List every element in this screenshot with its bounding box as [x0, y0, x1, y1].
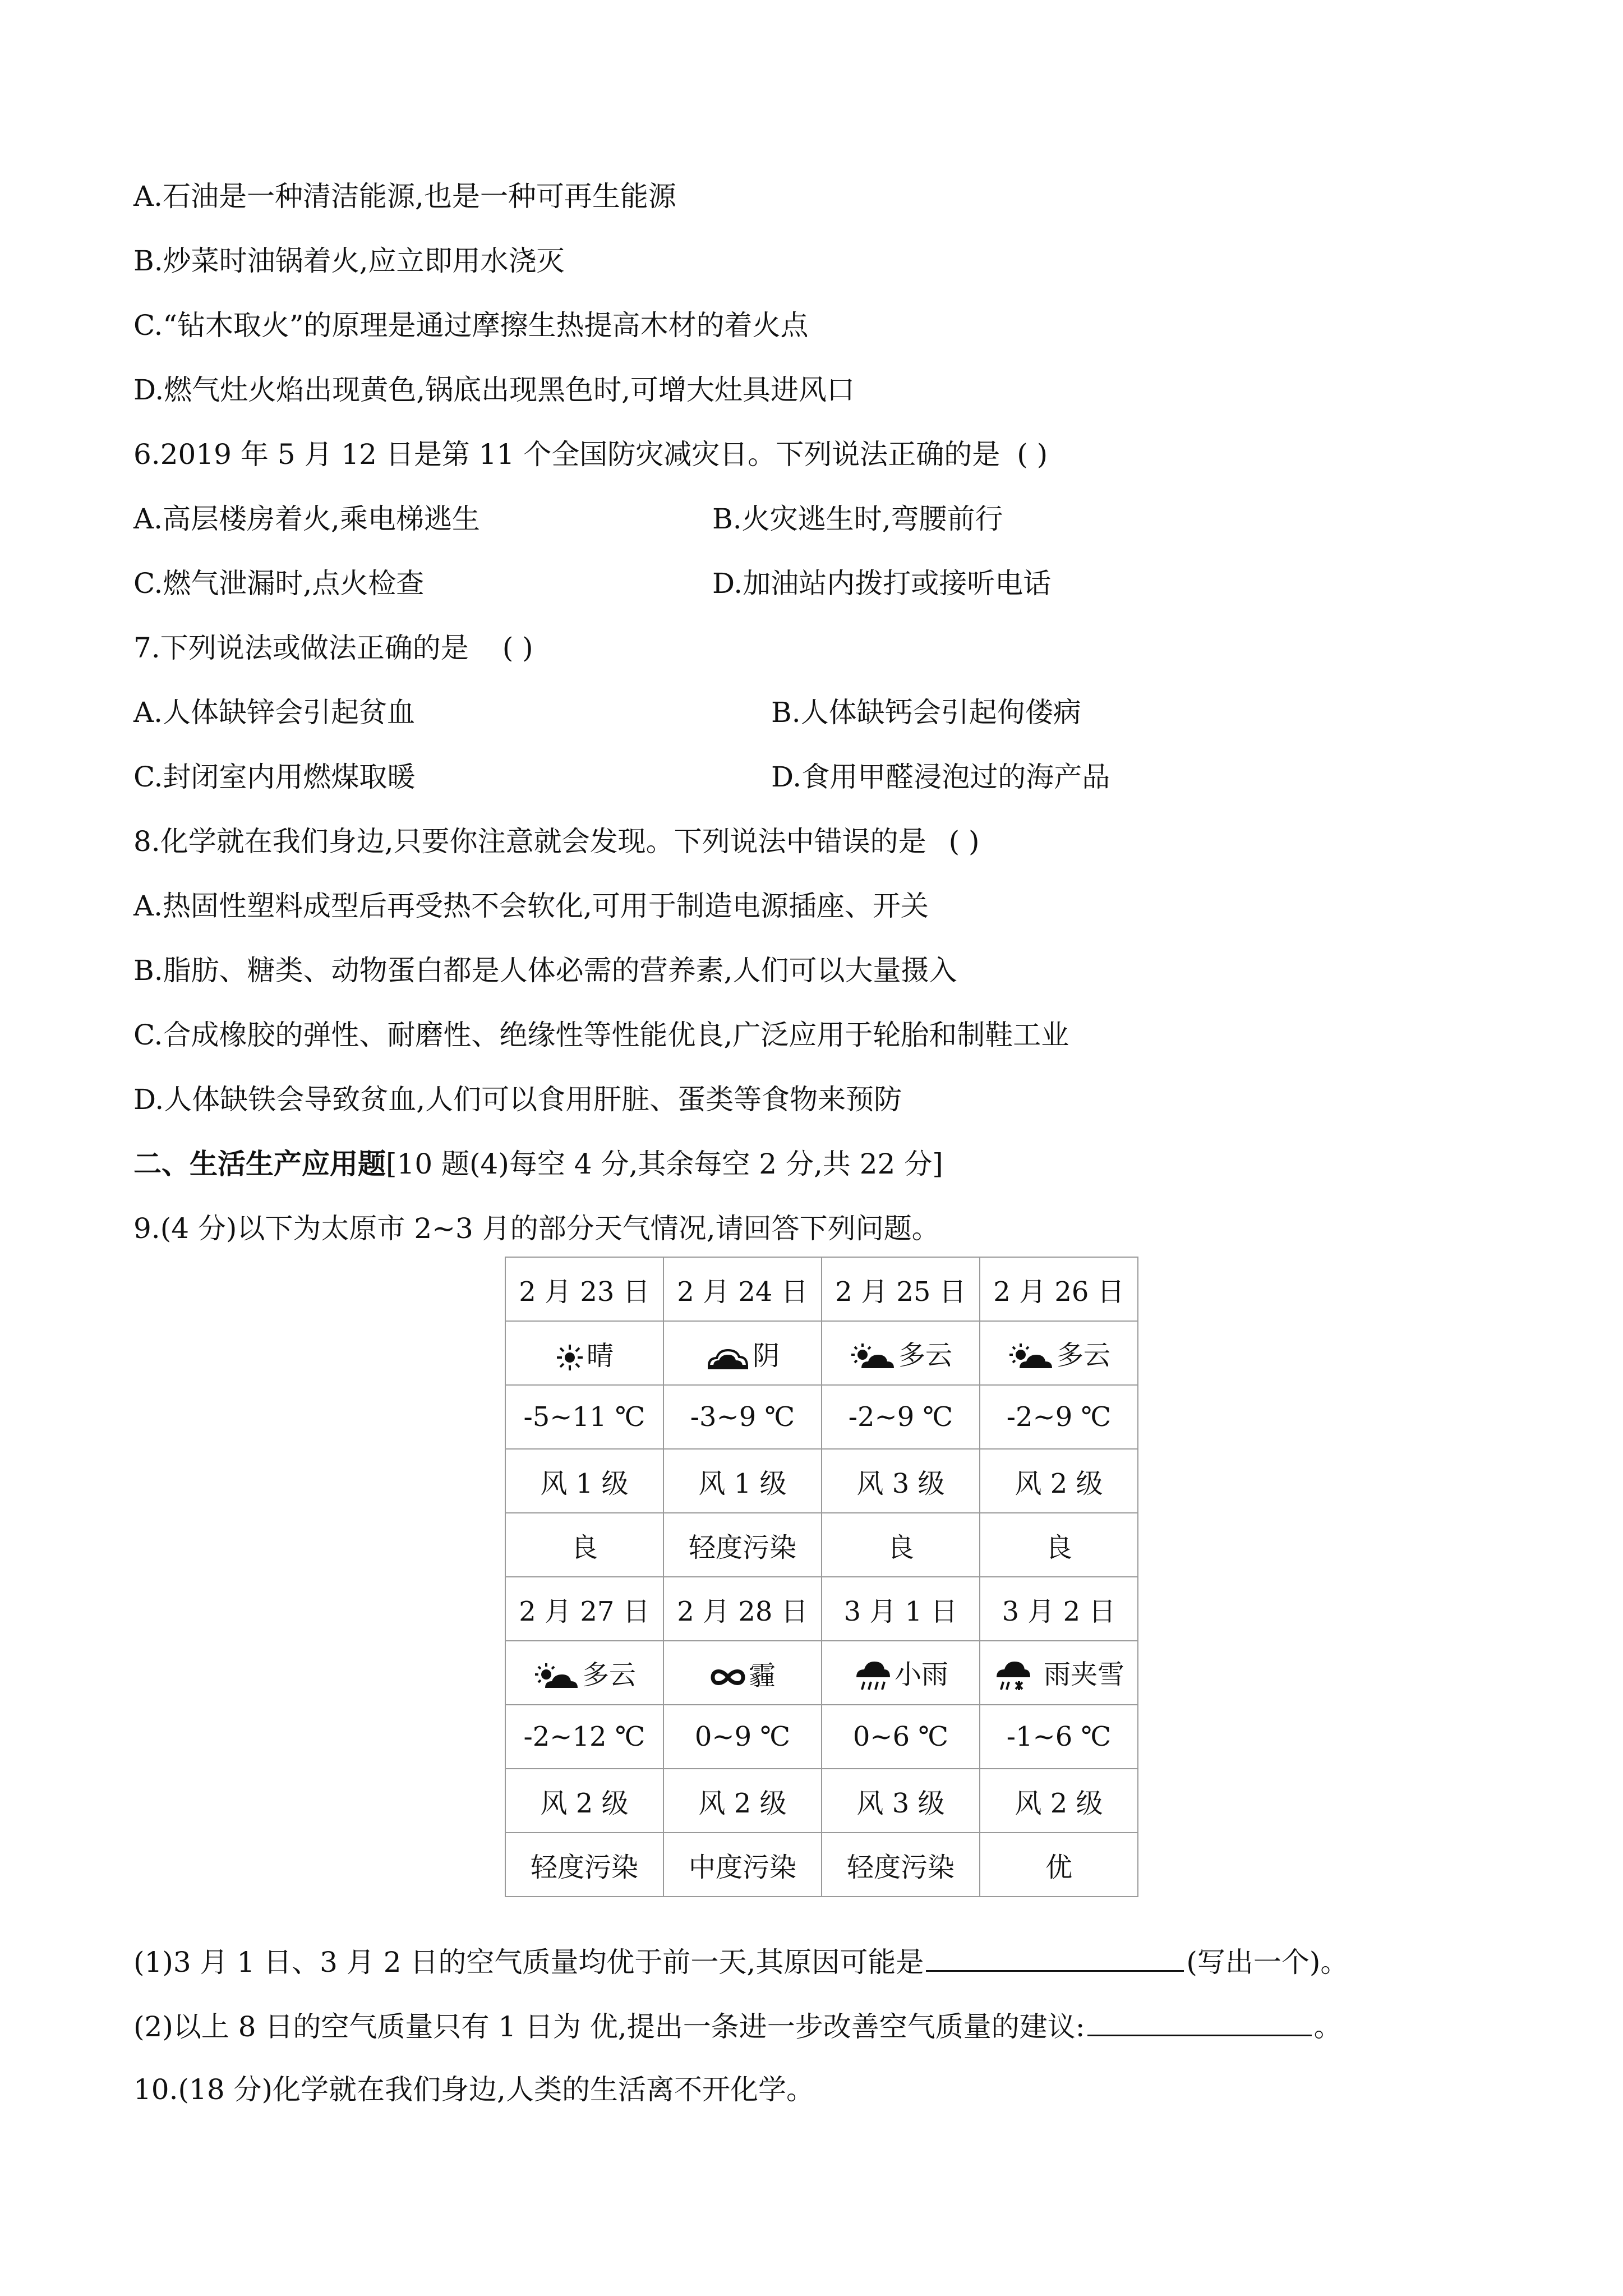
date-cell: 2 月 26 日 [980, 1257, 1138, 1321]
air-quality-cell: 轻度污染 [822, 1833, 980, 1897]
date-cell: 2 月 27 日 [505, 1577, 663, 1641]
q9-sub2-answer-blank[interactable] [1087, 2005, 1312, 2036]
condition-label: 多云 [1056, 1340, 1110, 1372]
q10-stem: 10.(18 分)化学就在我们身边,人类的生活离不开化学。 [133, 2073, 814, 2106]
q8-option-d: D.人体缺铁会导致贫血,人们可以食用肝脏、蛋类等食物来预防 [133, 1083, 902, 1116]
q5-option-d: D.燃气灶火焰出现黄色,锅底出现黑色时,可增大灶具进风口 [133, 374, 855, 406]
condition-cell [980, 1641, 1138, 1705]
date-cell: 3 月 1 日 [822, 1577, 980, 1641]
condition-label: 小雨 [894, 1658, 948, 1690]
q5-option-c: C.“钻木取火”的原理是通过摩擦生热提高木材的着火点 [133, 309, 809, 342]
q6-option-b: B.火灾逃生时,弯腰前行 [712, 503, 1003, 535]
air-quality-cell: 良 [980, 1513, 1138, 1577]
condition-label: 霾 [748, 1659, 776, 1691]
partly-cloudy-icon [533, 1662, 580, 1692]
wind-row [505, 1449, 1138, 1513]
condition-cell [822, 1321, 980, 1385]
condition-label: 晴 [586, 1340, 614, 1372]
wind-cell: 风 2 级 [980, 1449, 1138, 1513]
temperature-cell: -2~12 ℃ [505, 1705, 663, 1769]
date-cell: 2 月 23 日 [505, 1257, 663, 1321]
q6-option-a: A.高层楼房着火,乘电梯逃生 [133, 503, 480, 535]
condition-cell [663, 1641, 822, 1705]
q9-sub2-suffix: 。 [1313, 2010, 1342, 2043]
condition-cell [663, 1321, 822, 1385]
air-quality-cell: 优 [980, 1833, 1138, 1897]
air-quality-row [505, 1833, 1138, 1897]
weather-table [505, 1257, 1138, 1897]
wind-cell: 风 2 级 [505, 1769, 663, 1833]
date-row [505, 1257, 1138, 1321]
overcast-icon [706, 1343, 750, 1372]
wind-cell: 风 1 级 [505, 1449, 663, 1513]
temperature-cell: -1~6 ℃ [980, 1705, 1138, 1769]
q8-option-c: C.合成橡胶的弹性、耐磨性、绝缘性等性能优良,广泛应用于轮胎和制鞋工业 [133, 1019, 1069, 1051]
temperature-cell: 0~9 ℃ [663, 1705, 822, 1769]
wind-cell: 风 1 级 [663, 1449, 822, 1513]
haze-icon [709, 1666, 746, 1688]
q9-sub1 [133, 1941, 1348, 1982]
q6-answer-paren: ( ) [1017, 438, 1048, 471]
q5-option-b: B.炒菜时油锅着火,应立即用水浇灭 [133, 245, 565, 277]
temperature-row [505, 1385, 1138, 1449]
wind-cell: 风 2 级 [663, 1769, 822, 1833]
air-quality-row [505, 1513, 1138, 1577]
air-quality-cell: 良 [822, 1513, 980, 1577]
q9-sub1-text: (1)3 月 1 日、3 月 2 日的空气质量均优于前一天,其原因可能是 [133, 1946, 924, 1978]
light-rain-icon [853, 1659, 892, 1693]
wind-cell: 风 3 级 [822, 1769, 980, 1833]
condition-cell [822, 1641, 980, 1705]
q9-sub1-suffix: (写出一个)。 [1186, 1946, 1349, 1978]
q8-stem-text: 8.化学就在我们身边,只要你注意就会发现。下列说法中错误的是 [133, 825, 926, 858]
section-title: 二、生活生产应用题 [133, 1148, 386, 1180]
q8-answer-paren: ( ) [948, 825, 980, 858]
air-quality-cell: 良 [505, 1513, 663, 1577]
condition-row [505, 1321, 1138, 1385]
condition-label: 多云 [582, 1659, 636, 1691]
q7-option-c: C.封闭室内用燃煤取暖 [133, 761, 416, 793]
sun-icon [555, 1343, 584, 1372]
q6-option-d: D.加油站内拨打或接听电话 [712, 567, 1052, 600]
q7-option-b: B.人体缺钙会引起佝偻病 [771, 696, 1081, 729]
temperature-cell: -5~11 ℃ [505, 1385, 663, 1449]
q7-option-a: A.人体缺锌会引起贫血 [133, 696, 416, 729]
condition-cell [980, 1321, 1138, 1385]
q9-sub2 [133, 2005, 1342, 2046]
q9-sub2-text: (2)以上 8 日的空气质量只有 1 日为 优,提出一条进一步改善空气质量的建议: [133, 2010, 1085, 2043]
date-cell: 2 月 24 日 [663, 1257, 822, 1321]
q8-stem [133, 822, 980, 861]
wind-cell: 风 3 级 [822, 1449, 980, 1513]
q6-stem-text: 6.2019 年 5 月 12 日是第 11 个全国防灾减灾日。下列说法正确的是 [133, 438, 1000, 471]
date-cell: 2 月 25 日 [822, 1257, 980, 1321]
q9-sub1-answer-blank[interactable] [926, 1941, 1184, 1972]
condition-row [505, 1641, 1138, 1705]
date-row [505, 1577, 1138, 1641]
q9-stem: 9.(4 分)以下为太原市 2~3 月的部分天气情况,请回答下列问题。 [133, 1212, 940, 1245]
temperature-cell: -3~9 ℃ [663, 1385, 822, 1449]
q7-option-d: D.食用甲醛浸泡过的海产品 [771, 761, 1110, 793]
q7-answer-paren: ( ) [502, 632, 533, 664]
air-quality-cell: 轻度污染 [505, 1833, 663, 1897]
condition-label: 阴 [752, 1340, 780, 1372]
date-cell: 2 月 28 日 [663, 1577, 822, 1641]
q6-stem [133, 435, 1048, 474]
partly-cloudy-icon [849, 1342, 896, 1373]
q6-option-c: C.燃气泄漏时,点火检查 [133, 567, 425, 600]
temperature-row [505, 1705, 1138, 1769]
q8-option-b: B.脂肪、糖类、动物蛋白都是人体必需的营养素,人们可以大量摄入 [133, 954, 957, 987]
partly-cloudy-icon [1007, 1342, 1054, 1373]
condition-cell [505, 1321, 663, 1385]
q7-stem [133, 628, 533, 668]
temperature-cell: 0~6 ℃ [822, 1705, 980, 1769]
condition-cell [505, 1641, 663, 1705]
wind-row [505, 1769, 1138, 1833]
section-score-note: [10 题(4)每空 4 分,其余每空 2 分,共 22 分] [386, 1148, 943, 1180]
q7-stem-text: 7.下列说法或做法正确的是 [133, 632, 469, 664]
wind-cell: 风 2 级 [980, 1769, 1138, 1833]
temperature-cell: -2~9 ℃ [980, 1385, 1138, 1449]
q5-option-a: A.石油是一种清洁能源,也是一种可再生能源 [133, 180, 676, 213]
air-quality-cell: 中度污染 [663, 1833, 822, 1897]
condition-label: 多云 [898, 1340, 952, 1372]
air-quality-cell: 轻度污染 [663, 1513, 822, 1577]
section-heading [133, 1144, 943, 1184]
q8-option-a: A.热固性塑料成型后再受热不会软化,可用于制造电源插座、开关 [133, 890, 929, 922]
date-cell: 3 月 2 日 [980, 1577, 1138, 1641]
condition-label: 雨夹雪 [1043, 1658, 1124, 1690]
sleet-icon [993, 1659, 1032, 1693]
temperature-cell: -2~9 ℃ [822, 1385, 980, 1449]
